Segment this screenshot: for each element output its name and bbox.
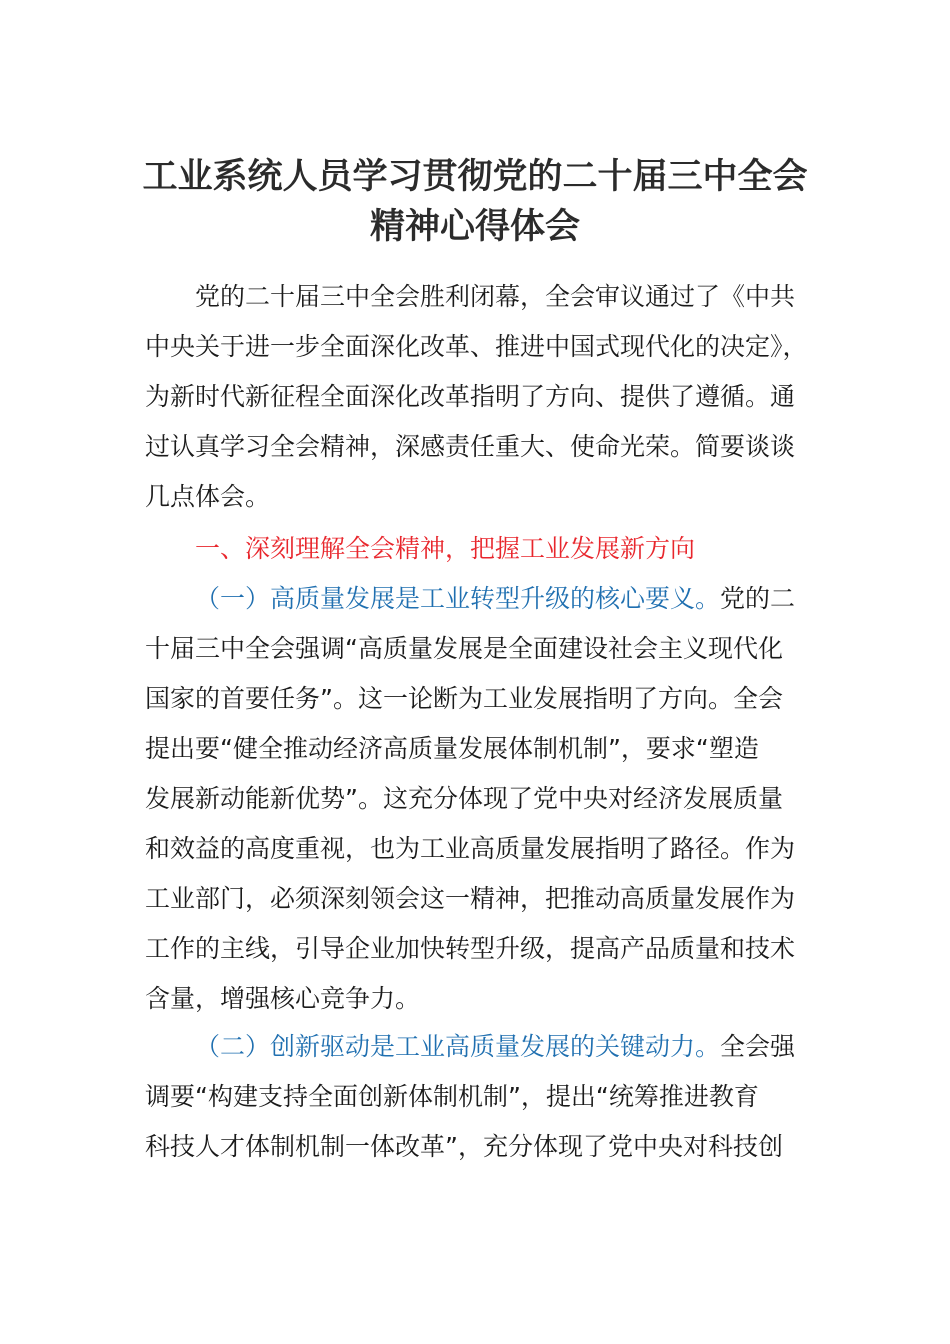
subsection-1-line: 工业部门，必须深刻领会这一精神，把推动高质量发展作为: [145, 884, 796, 913]
intro-line-3: 为新时代新征程全面深化改革指明了方向、提供了遵循。通: [145, 382, 796, 411]
intro-line-1: 党的二十届三中全会胜利闭幕，全会审议通过了《中共: [195, 282, 796, 311]
subsection-1-first-line-rest: 党的二: [720, 584, 796, 613]
intro-line-4: 过认真学习全会精神，深感责任重大、使命光荣。简要谈谈: [145, 432, 796, 461]
subsection-1-line: 发展新动能新优势”。这充分体现了党中央对经济发展质量: [145, 784, 783, 813]
subsection-1-line: 提出要“健全推动经济高质量发展体制机制”，要求“塑造: [145, 734, 759, 763]
subsection-1-line: 含量，增强核心竞争力。: [145, 984, 421, 1013]
document-title-line-2: 精神心得体会: [369, 207, 580, 247]
subsection-2-first-line: [195, 1027, 805, 1067]
subsection-2-line: 科技人才体制机制一体改革”，充分体现了党中央对科技创: [145, 1132, 783, 1161]
subsection-1-heading: （一）高质量发展是工业转型升级的核心要义。: [195, 584, 721, 613]
subsection-1-line: 十届三中全会强调“高质量发展是全面建设社会主义现代化: [145, 634, 783, 663]
subsection-2-line: 调要“构建支持全面创新体制机制”，提出“统筹推进教育: [145, 1082, 759, 1111]
subsection-2-first-line-rest: 全会强: [720, 1032, 796, 1061]
section-1-heading: 一、深刻理解全会精神，把握工业发展新方向: [195, 534, 696, 563]
subsection-1-line: 和效益的高度重视，也为工业高质量发展指明了路径。作为: [145, 834, 796, 863]
document-title-line-1: 工业系统人员学习贯彻党的二十届三中全会: [142, 157, 808, 197]
subsection-2-heading: （二）创新驱动是工业高质量发展的关键动力。: [195, 1032, 721, 1061]
subsection-1-line: 国家的首要任务”。这一论断为工业发展指明了方向。全会: [145, 684, 783, 713]
subsection-1-line: 工作的主线，引导企业加快转型升级，提高产品质量和技术: [145, 934, 796, 963]
intro-line-5: 几点体会。: [145, 482, 271, 511]
intro-line-2: 中央关于进一步全面深化改革、推进中国式现代化的决定》，: [145, 332, 808, 361]
subsection-1-first-line: [195, 579, 805, 619]
